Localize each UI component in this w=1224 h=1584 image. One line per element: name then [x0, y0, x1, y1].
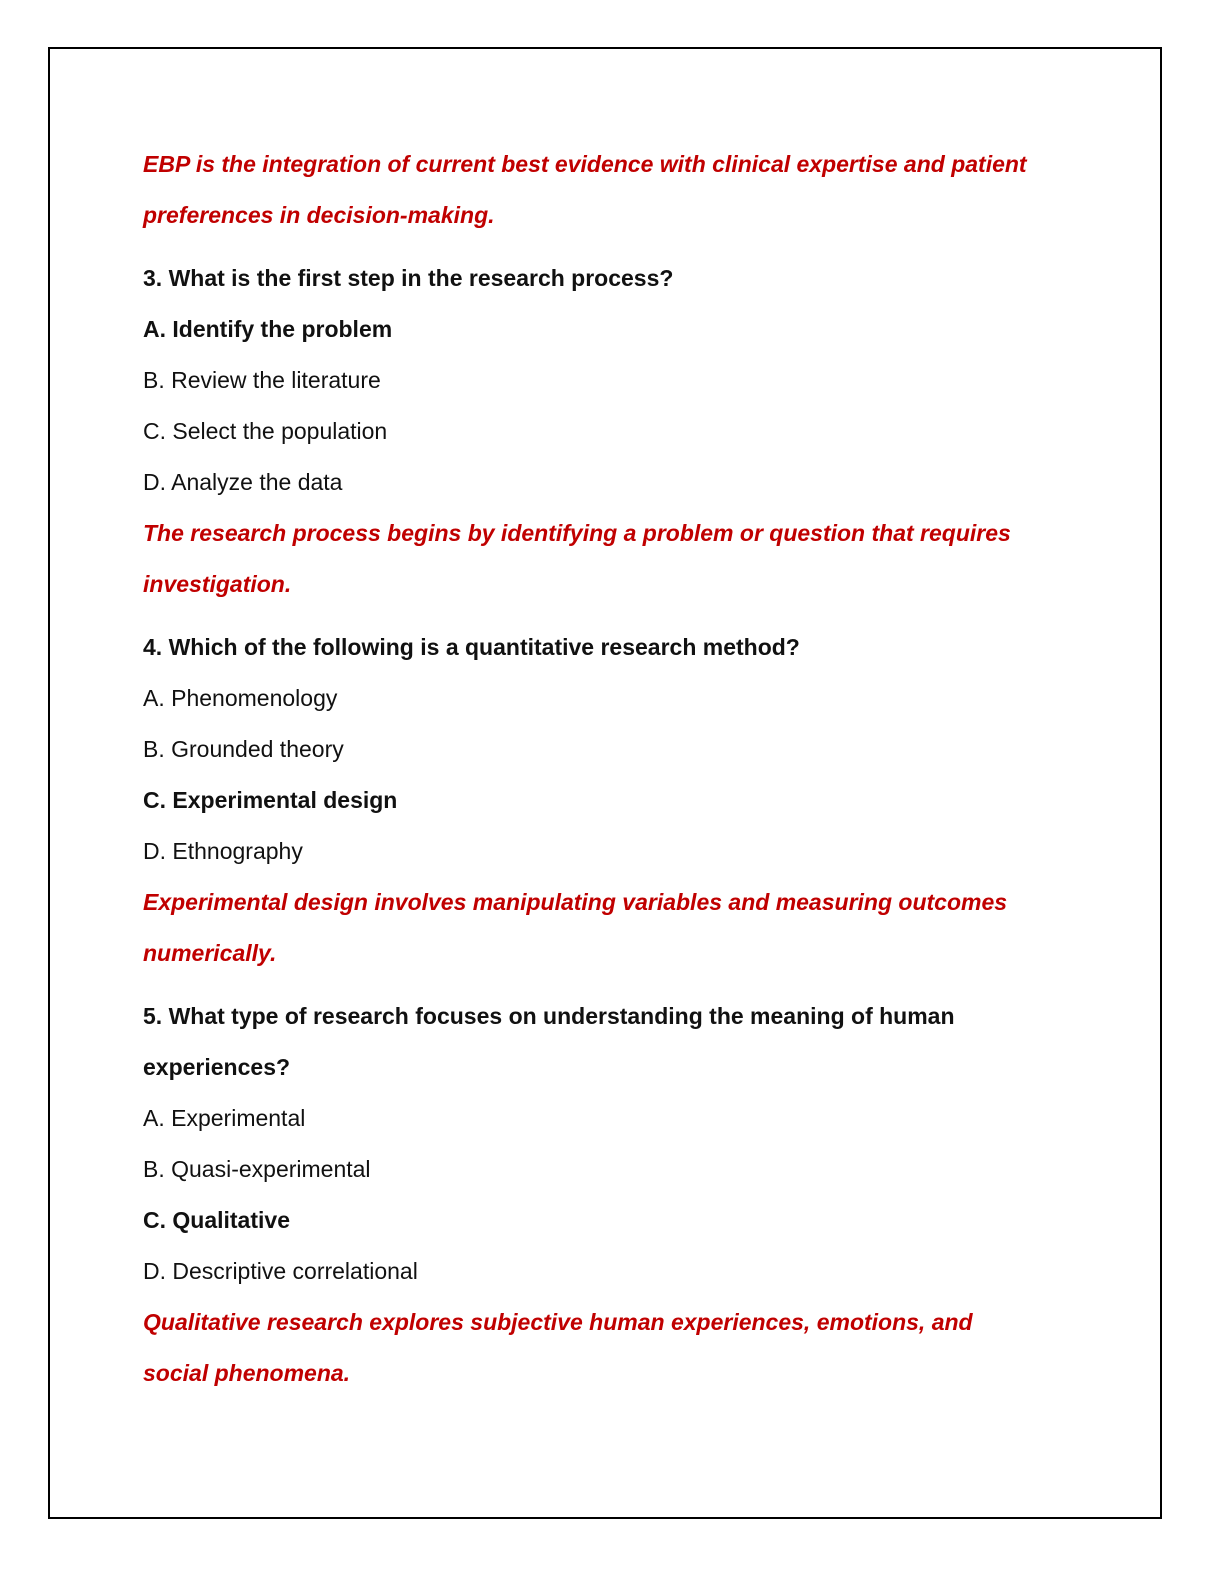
- explanation-line: EBP is the integration of current best evidence with clinical expertise and patient: [143, 151, 1027, 177]
- question-4-option-d: D. Ethnography: [143, 838, 303, 864]
- question-5-option-a: A. Experimental: [143, 1105, 306, 1131]
- document-content: [143, 139, 1103, 1399]
- question-5-block: [143, 991, 1103, 1399]
- question-3-explanation: investigation.: [143, 571, 292, 597]
- question-3-explanation: The research process begins by identifying a problem or question that requires: [143, 520, 1011, 546]
- question-5-explanation: social phenomena.: [143, 1360, 351, 1386]
- question-4-explanation: Experimental design involves manipulating variables and measuring outcomes: [143, 889, 1008, 915]
- question-3-text: 3. What is the first step in the research process?: [143, 265, 674, 291]
- question-5-option-d: D. Descriptive correlational: [143, 1258, 418, 1284]
- question-4-option-a: A. Phenomenology: [143, 685, 338, 711]
- question-4-option-c: C. Experimental design: [143, 787, 398, 813]
- intro-explanation: [143, 139, 1103, 241]
- question-4-block: [143, 622, 1103, 979]
- question-3-option-a: A. Identify the problem: [143, 316, 393, 342]
- question-5-option-b: B. Quasi-experimental: [143, 1156, 371, 1182]
- question-3-option-b: B. Review the literature: [143, 367, 381, 393]
- question-5-explanation: Qualitative research explores subjective human experiences, emotions, and: [143, 1309, 973, 1335]
- explanation-line: preferences in decision-making.: [143, 202, 495, 228]
- question-3-option-d: D. Analyze the data: [143, 469, 343, 495]
- question-4-text: 4. Which of the following is a quantitative research method?: [143, 634, 800, 660]
- question-5-option-c: C. Qualitative: [143, 1207, 290, 1233]
- question-5-text: 5. What type of research focuses on understanding the meaning of human: [143, 1003, 955, 1029]
- question-4-option-b: B. Grounded theory: [143, 736, 344, 762]
- question-3-option-c: C. Select the population: [143, 418, 388, 444]
- question-5-text-continued: experiences?: [143, 1054, 291, 1080]
- question-4-explanation: numerically.: [143, 940, 277, 966]
- question-3-block: [143, 253, 1103, 610]
